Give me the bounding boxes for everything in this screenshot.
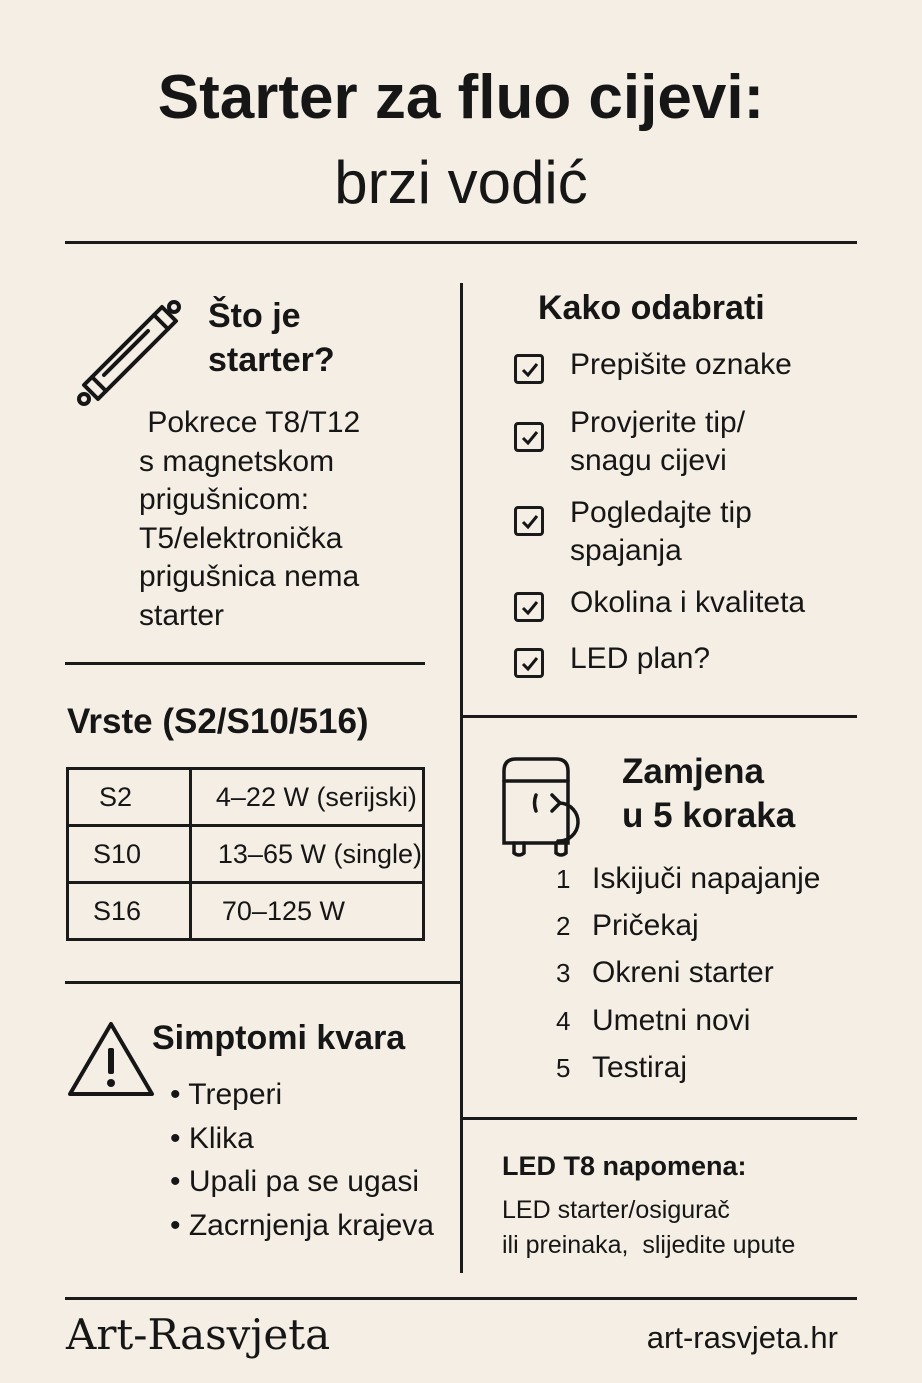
step-item: 4 Umetni novi — [556, 1004, 751, 1037]
checkbox-icon — [514, 592, 544, 622]
step-item: 3 Okreni starter — [556, 956, 774, 989]
led-line2: ili preinaka, slijedite upute — [502, 1231, 796, 1259]
warning-icon — [66, 1020, 156, 1098]
checkbox-icon — [514, 648, 544, 678]
brand-logo: Art-Rasvjeta — [66, 1310, 331, 1359]
led-heading: LED T8 napomena: — [502, 1151, 747, 1181]
table-row: S10 13–65 W (single) — [68, 826, 424, 883]
checkbox-icon — [514, 506, 544, 536]
step-item: 5 Testiraj — [556, 1051, 688, 1084]
what-heading-1: Što je — [208, 297, 301, 335]
list-item: • Klika — [170, 1122, 254, 1155]
table-row: S16 70–125 W — [68, 883, 424, 940]
replace-heading-2: u 5 koraka — [622, 796, 796, 835]
step-item: 2 Pričekaj — [556, 909, 699, 942]
divider — [460, 283, 463, 1273]
what-heading-2: starter? — [208, 341, 335, 379]
checkbox-icon — [514, 354, 544, 384]
title-line1: Starter za fluo cijevi: — [157, 63, 765, 132]
divider — [65, 981, 461, 984]
list-item: • Treperi — [170, 1078, 283, 1111]
step-item: 1 Iskijuči napajanje — [556, 862, 821, 895]
list-item: • Upali pa se ugasi — [170, 1165, 419, 1198]
divider — [65, 662, 425, 665]
divider — [65, 241, 857, 244]
starter-replace-icon — [500, 755, 595, 860]
choose-heading: Kako odabrati — [538, 289, 765, 327]
starter-tube-icon — [72, 295, 188, 410]
table-row: S2 4–22 W (serijski) — [68, 769, 424, 826]
symptoms-heading: Simptomi kvara — [152, 1019, 406, 1057]
what-description: Pokrece T8/T12 s magnetskom prigušnicom: T5/elektronička prigušnica nema starter — [139, 406, 361, 632]
divider — [463, 1117, 857, 1120]
led-line1: LED starter/osigurač — [502, 1196, 730, 1224]
list-item: • Zacrnjenja krajeva — [170, 1209, 434, 1242]
replace-heading-1: Zamjena — [622, 752, 764, 791]
checkbox-icon — [514, 422, 544, 452]
divider — [463, 715, 857, 718]
types-table — [66, 767, 425, 941]
types-heading: Vrste (S2/S10/516) — [67, 702, 369, 741]
website-link[interactable]: art-rasvjeta.hr — [646, 1320, 838, 1355]
title-line2: brzi vodić — [334, 149, 588, 216]
divider — [65, 1297, 857, 1300]
